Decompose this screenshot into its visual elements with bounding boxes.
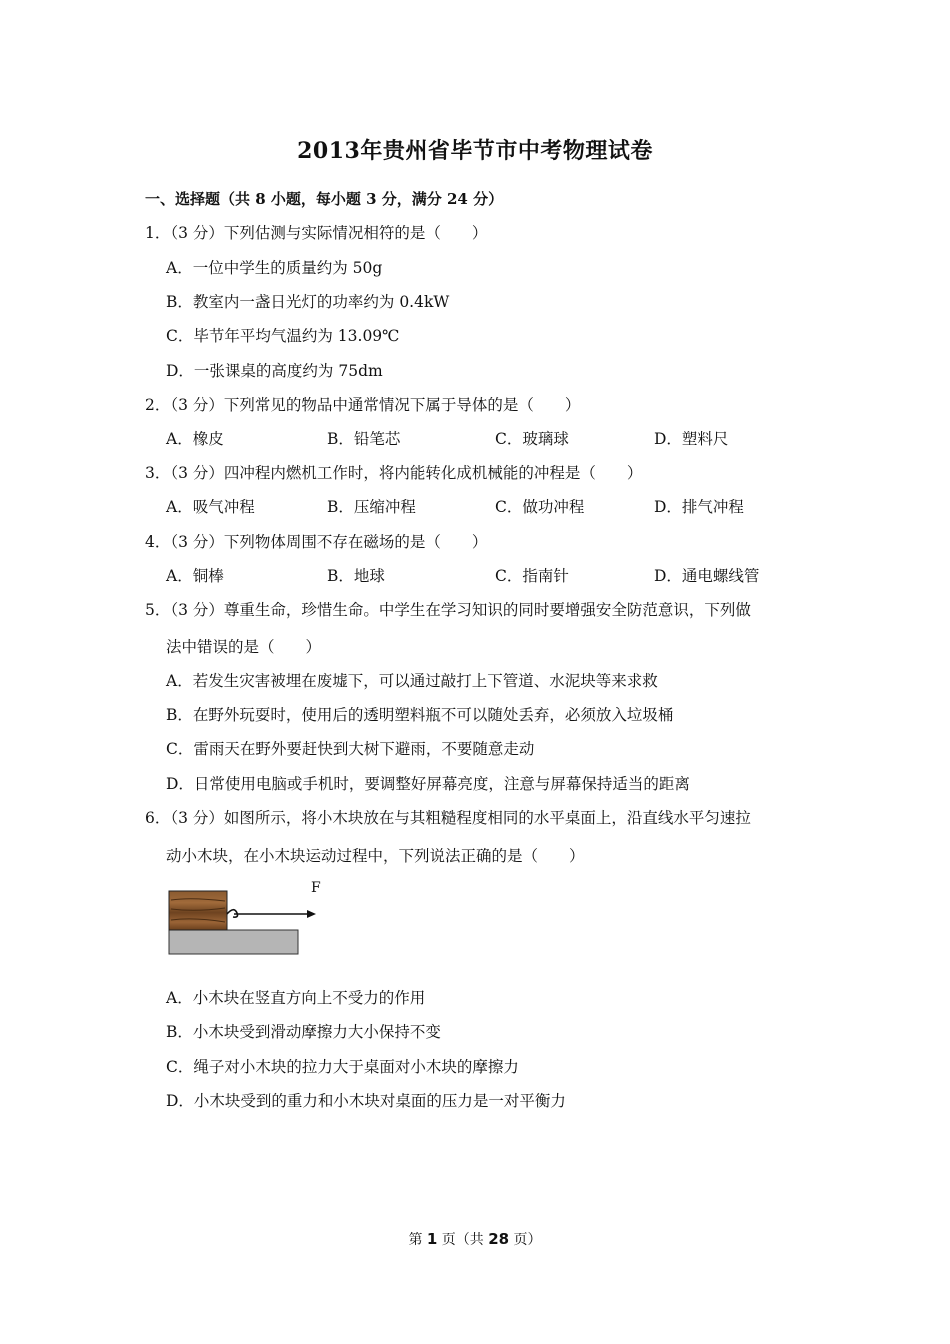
page-footer [0, 1229, 950, 1249]
question-6-option-c[interactable]: C．绳子对小木块的拉力大于桌面对小木块的摩擦力 [166, 1058, 519, 1076]
question-3-option-a[interactable]: A．吸气冲程 [166, 498, 255, 516]
question-5-option-c[interactable]: C．雷雨天在野外要赶快到大树下避雨，不要随意走动 [166, 740, 535, 758]
question-4-option-c[interactable]: C．指南针 [495, 567, 569, 585]
question-6-stem-cont: 动小木块，在小木块运动过程中，下列说法正确的是（ ） [166, 847, 585, 865]
question-3-option-d[interactable]: D．排气冲程 [654, 498, 744, 516]
table-surface [169, 930, 298, 954]
question-3-stem: 3．（3 分）四冲程内燃机工作时，将内能转化成机械能的冲程是（ ） [145, 464, 643, 482]
arrow-head-icon [307, 910, 316, 918]
question-6-option-b[interactable]: B．小木块受到滑动摩擦力大小保持不变 [166, 1023, 441, 1041]
question-2-option-d[interactable]: D．塑料尺 [654, 430, 729, 448]
question-4-option-b[interactable]: B．地球 [327, 567, 385, 585]
question-5-option-b[interactable]: B．在野外玩耍时，使用后的透明塑料瓶不可以随处丢弃，必须放入垃圾桶 [166, 706, 674, 724]
question-2-option-b[interactable]: B．铅笔芯 [327, 430, 401, 448]
question-1-option-b[interactable]: B．教室内一盏日光灯的功率约为 0.4kW [166, 293, 450, 311]
question-6-stem: 6．（3 分）如图所示，将小木块放在与其粗糙程度相同的水平桌面上，沿直线水平匀速拉 [145, 809, 751, 827]
question-3-option-c[interactable]: C．做功冲程 [495, 498, 585, 516]
question-1-option-a[interactable]: A．一位中学生的质量约为 50g [166, 259, 383, 277]
question-5-option-a[interactable]: A．若发生灾害被埋在废墟下，可以通过敲打上下管道、水泥块等来求救 [166, 672, 658, 690]
question-6-option-a[interactable]: A．小木块在竖直方向上不受力的作用 [166, 989, 426, 1007]
question-2-option-a[interactable]: A．橡皮 [166, 430, 224, 448]
question-5-stem: 5．（3 分）尊重生命，珍惜生命。中学生在学习知识的同时要增强安全防范意识，下列做 [145, 601, 751, 619]
question-3-option-b[interactable]: B．压缩冲程 [327, 498, 416, 516]
question-1-option-d[interactable]: D．一张课桌的高度约为 75dm [166, 362, 383, 380]
question-5-option-d[interactable]: D．日常使用电脑或手机时，要调整好屏幕亮度，注意与屏幕保持适当的距离 [166, 775, 690, 793]
question-5-stem-cont: 法中错误的是（ ） [166, 638, 322, 656]
footer-total-pages: 28 [488, 1230, 510, 1248]
wood-block-figure [166, 878, 336, 958]
wood-block-diagram [166, 878, 336, 958]
question-2-stem: 2．（3 分）下列常见的物品中通常情况下属于导体的是（ ） [145, 396, 581, 414]
question-1-stem: 1．（3 分）下列估测与实际情况相符的是（ ） [145, 224, 488, 242]
question-2-option-c[interactable]: C．玻璃球 [495, 430, 569, 448]
page-title: 2013年贵州省毕节市中考物理试卷 [297, 138, 653, 164]
question-6-option-d[interactable]: D．小木块受到的重力和小木块对桌面的压力是一对平衡力 [166, 1092, 566, 1110]
footer-middle: 页（共 [437, 1232, 489, 1248]
section-heading: 一、选择题（共 8 小题，每小题 3 分，满分 24 分） [145, 190, 504, 208]
question-4-stem: 4．（3 分）下列物体周围不存在磁场的是（ ） [145, 533, 488, 551]
question-1-option-c[interactable]: C．毕节年平均气温约为 13.09℃ [166, 327, 400, 345]
question-4-option-d[interactable]: D．通电螺线管 [654, 567, 760, 585]
question-4-option-a[interactable]: A．铜棒 [166, 567, 224, 585]
force-label: F [311, 880, 321, 896]
footer-prefix: 第 [408, 1232, 427, 1248]
footer-page-number: 1 [426, 1230, 438, 1248]
footer-suffix: 页） [509, 1232, 542, 1248]
